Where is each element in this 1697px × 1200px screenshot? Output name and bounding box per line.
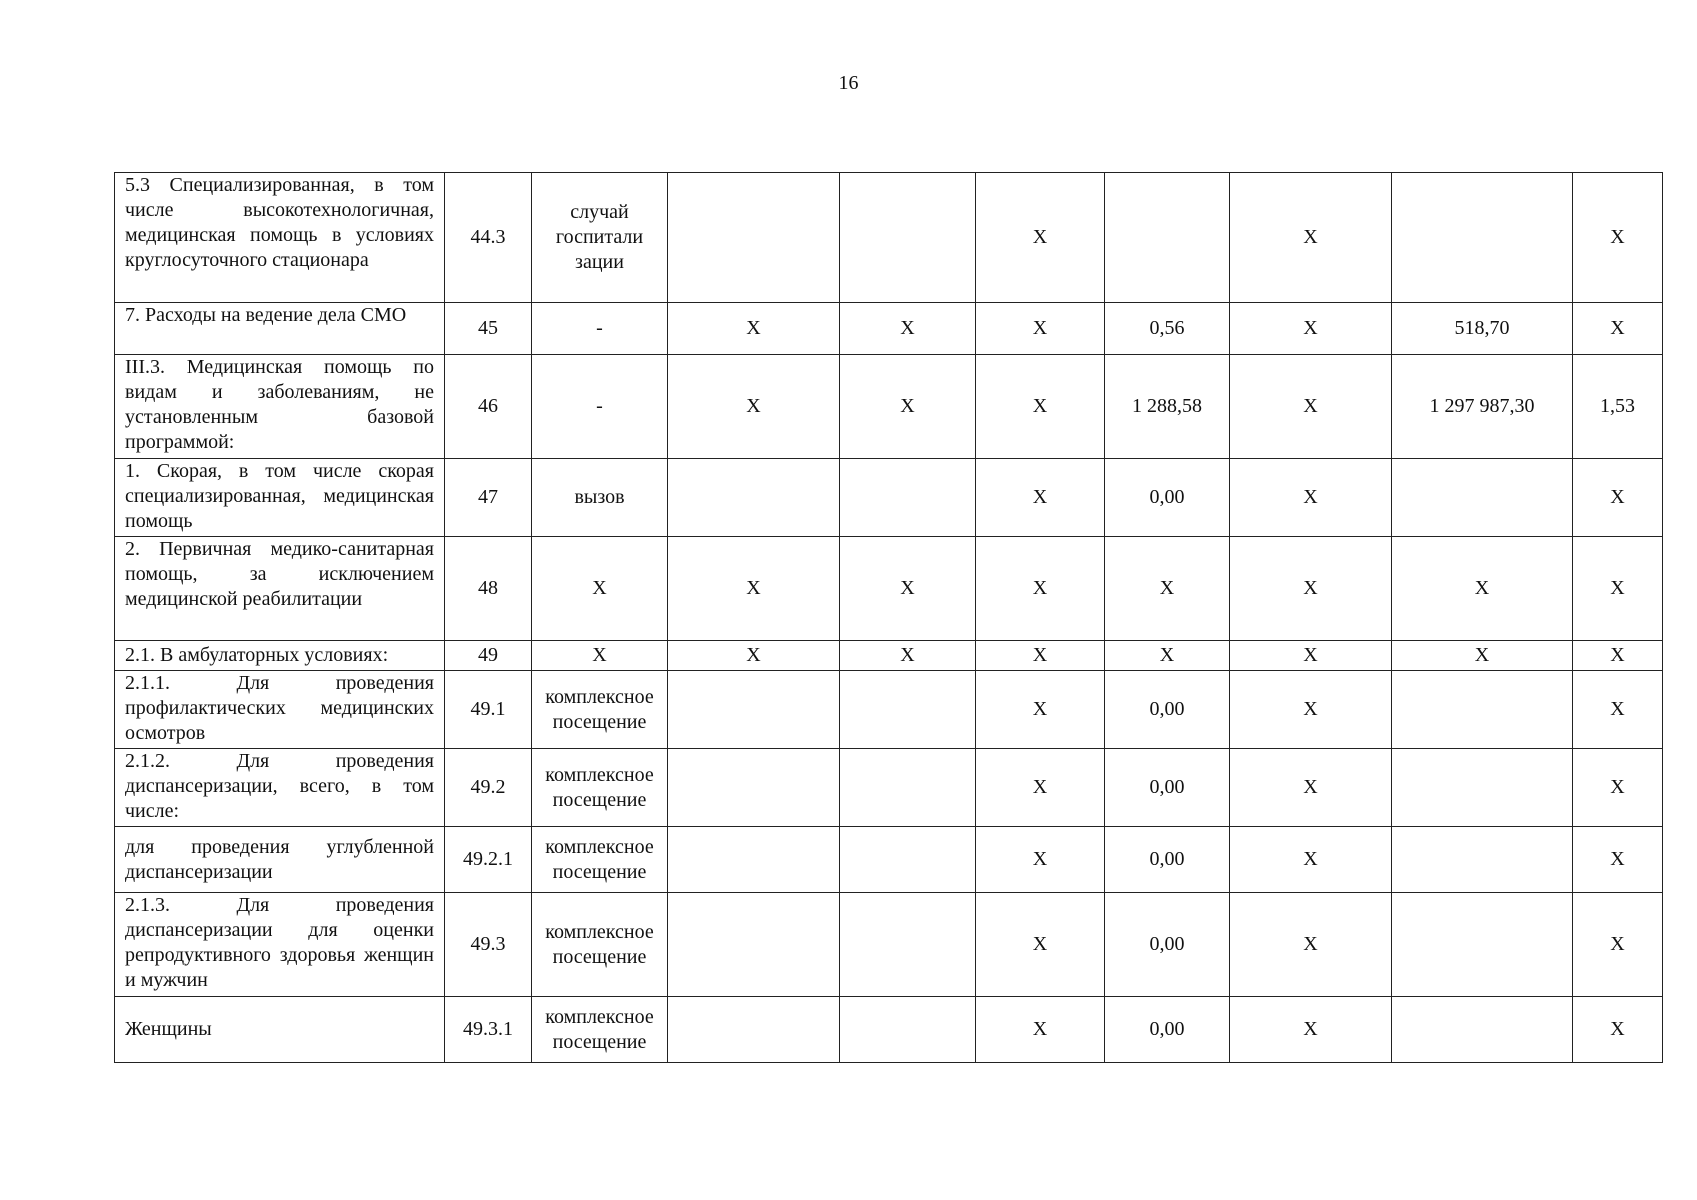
row-cell: X bbox=[1573, 893, 1663, 997]
row-code: 49.2 bbox=[445, 749, 532, 827]
row-cell: X bbox=[976, 749, 1105, 827]
row-cell: X bbox=[1105, 641, 1230, 671]
row-code: 49.3 bbox=[445, 893, 532, 997]
row-cell bbox=[668, 749, 840, 827]
row-cell: X bbox=[1573, 827, 1663, 893]
row-cell bbox=[1105, 173, 1230, 303]
row-cell bbox=[840, 827, 976, 893]
row-cell: X bbox=[1230, 749, 1392, 827]
row-cell: X bbox=[668, 641, 840, 671]
row-cell bbox=[840, 173, 976, 303]
row-cell: 0,56 bbox=[1105, 303, 1230, 355]
row-code: 45 bbox=[445, 303, 532, 355]
row-cell bbox=[668, 671, 840, 749]
row-name: III.3. Медицинская помощь по видам и заболеваниям, не установленным базовой программой: bbox=[115, 355, 445, 459]
row-cell: X bbox=[668, 537, 840, 641]
row-unit: комплексное посещение bbox=[532, 827, 668, 893]
row-code: 49.2.1 bbox=[445, 827, 532, 893]
row-cell: X bbox=[1230, 537, 1392, 641]
row-cell: X bbox=[1230, 893, 1392, 997]
row-unit: X bbox=[532, 641, 668, 671]
table-row bbox=[115, 641, 1663, 671]
row-unit: комплексное посещение bbox=[532, 893, 668, 997]
row-cell: X bbox=[1230, 671, 1392, 749]
table-row bbox=[115, 749, 1663, 827]
row-name: 2.1.3. Для проведения диспансеризации для оценки репродуктивного здоровья женщин и мужчин bbox=[115, 893, 445, 997]
row-cell: X bbox=[976, 671, 1105, 749]
row-name: 2.1.2. Для проведения диспансеризации, всего, в том числе: bbox=[115, 749, 445, 827]
row-cell: X bbox=[1573, 303, 1663, 355]
row-name: 7. Расходы на ведение дела СМО bbox=[115, 303, 445, 355]
row-cell bbox=[668, 997, 840, 1063]
row-unit: - bbox=[532, 303, 668, 355]
row-cell bbox=[840, 893, 976, 997]
row-cell bbox=[1392, 997, 1573, 1063]
table-row bbox=[115, 459, 1663, 537]
row-code: 47 bbox=[445, 459, 532, 537]
row-code: 48 bbox=[445, 537, 532, 641]
table-row bbox=[115, 303, 1663, 355]
row-cell bbox=[840, 671, 976, 749]
row-cell bbox=[1392, 893, 1573, 997]
row-cell: X bbox=[668, 355, 840, 459]
row-cell bbox=[1392, 749, 1573, 827]
row-cell bbox=[668, 827, 840, 893]
row-cell: X bbox=[840, 641, 976, 671]
row-cell: X bbox=[840, 537, 976, 641]
row-name: для проведения углубленной диспансеризации bbox=[115, 827, 445, 893]
row-name: 5.3 Специализированная, в том числе высокотехнологичная, медицинская помощь в условиях круглосуточного стационара bbox=[115, 173, 445, 303]
table-row bbox=[115, 355, 1663, 459]
row-code: 49.1 bbox=[445, 671, 532, 749]
row-cell: X bbox=[976, 459, 1105, 537]
table-row bbox=[115, 671, 1663, 749]
row-cell: X bbox=[1573, 641, 1663, 671]
row-unit: - bbox=[532, 355, 668, 459]
row-unit: комплексное посещение bbox=[532, 671, 668, 749]
row-cell bbox=[840, 997, 976, 1063]
row-cell: X bbox=[1105, 537, 1230, 641]
table-row bbox=[115, 893, 1663, 997]
row-name: 1. Скорая, в том числе скорая специализированная, медицинская помощь bbox=[115, 459, 445, 537]
row-name: 2.1.1. Для проведения профилактических медицинских осмотров bbox=[115, 671, 445, 749]
row-cell: 0,00 bbox=[1105, 827, 1230, 893]
page-number: 16 bbox=[838, 72, 859, 94]
row-cell: X bbox=[840, 355, 976, 459]
row-cell: X bbox=[976, 173, 1105, 303]
row-code: 49.3.1 bbox=[445, 997, 532, 1063]
row-cell: 0,00 bbox=[1105, 893, 1230, 997]
row-cell: X bbox=[1573, 997, 1663, 1063]
row-cell: 0,00 bbox=[1105, 671, 1230, 749]
row-cell bbox=[1392, 459, 1573, 537]
row-name: Женщины bbox=[115, 997, 445, 1063]
row-cell: X bbox=[976, 827, 1105, 893]
table-row bbox=[115, 537, 1663, 641]
row-cell: 0,00 bbox=[1105, 749, 1230, 827]
row-cell: 0,00 bbox=[1105, 459, 1230, 537]
row-cell: X bbox=[976, 997, 1105, 1063]
row-cell: X bbox=[840, 303, 976, 355]
row-cell bbox=[1392, 173, 1573, 303]
row-cell: X bbox=[1392, 537, 1573, 641]
row-cell: X bbox=[1573, 749, 1663, 827]
row-code: 46 bbox=[445, 355, 532, 459]
row-cell bbox=[1392, 671, 1573, 749]
row-cell: X bbox=[976, 641, 1105, 671]
row-cell bbox=[668, 459, 840, 537]
row-cell: X bbox=[1230, 355, 1392, 459]
row-cell: 518,70 bbox=[1392, 303, 1573, 355]
row-unit: случай госпитали зации bbox=[532, 173, 668, 303]
row-cell: X bbox=[1230, 997, 1392, 1063]
row-cell: 1 297 987,30 bbox=[1392, 355, 1573, 459]
row-cell: X bbox=[976, 355, 1105, 459]
row-cell: X bbox=[976, 537, 1105, 641]
row-code: 49 bbox=[445, 641, 532, 671]
row-cell: X bbox=[668, 303, 840, 355]
row-cell: X bbox=[1392, 641, 1573, 671]
row-unit: комплексное посещение bbox=[532, 997, 668, 1063]
row-cell bbox=[668, 893, 840, 997]
row-cell: X bbox=[1573, 671, 1663, 749]
row-cell bbox=[1392, 827, 1573, 893]
row-cell: 1 288,58 bbox=[1105, 355, 1230, 459]
row-cell bbox=[668, 173, 840, 303]
row-cell bbox=[840, 459, 976, 537]
row-cell: X bbox=[976, 303, 1105, 355]
row-cell: X bbox=[1230, 173, 1392, 303]
row-cell: X bbox=[1230, 641, 1392, 671]
row-cell: X bbox=[1573, 173, 1663, 303]
row-cell: 0,00 bbox=[1105, 997, 1230, 1063]
table-row bbox=[115, 173, 1663, 303]
row-name: 2.1. В амбулаторных условиях: bbox=[115, 641, 445, 671]
row-cell: X bbox=[1573, 459, 1663, 537]
row-unit: X bbox=[532, 537, 668, 641]
row-unit: вызов bbox=[532, 459, 668, 537]
table-row bbox=[115, 997, 1663, 1063]
row-cell bbox=[840, 749, 976, 827]
program-cost-table bbox=[114, 172, 1663, 1063]
row-cell: X bbox=[1573, 537, 1663, 641]
table-row bbox=[115, 827, 1663, 893]
row-cell: X bbox=[1230, 459, 1392, 537]
row-cell: X bbox=[976, 893, 1105, 997]
row-unit: комплексное посещение bbox=[532, 749, 668, 827]
row-cell: 1,53 bbox=[1573, 355, 1663, 459]
row-name: 2. Первичная медико-санитарная помощь, за исключением медицинской реабилитации bbox=[115, 537, 445, 641]
row-code: 44.3 bbox=[445, 173, 532, 303]
row-cell: X bbox=[1230, 303, 1392, 355]
row-cell: X bbox=[1230, 827, 1392, 893]
